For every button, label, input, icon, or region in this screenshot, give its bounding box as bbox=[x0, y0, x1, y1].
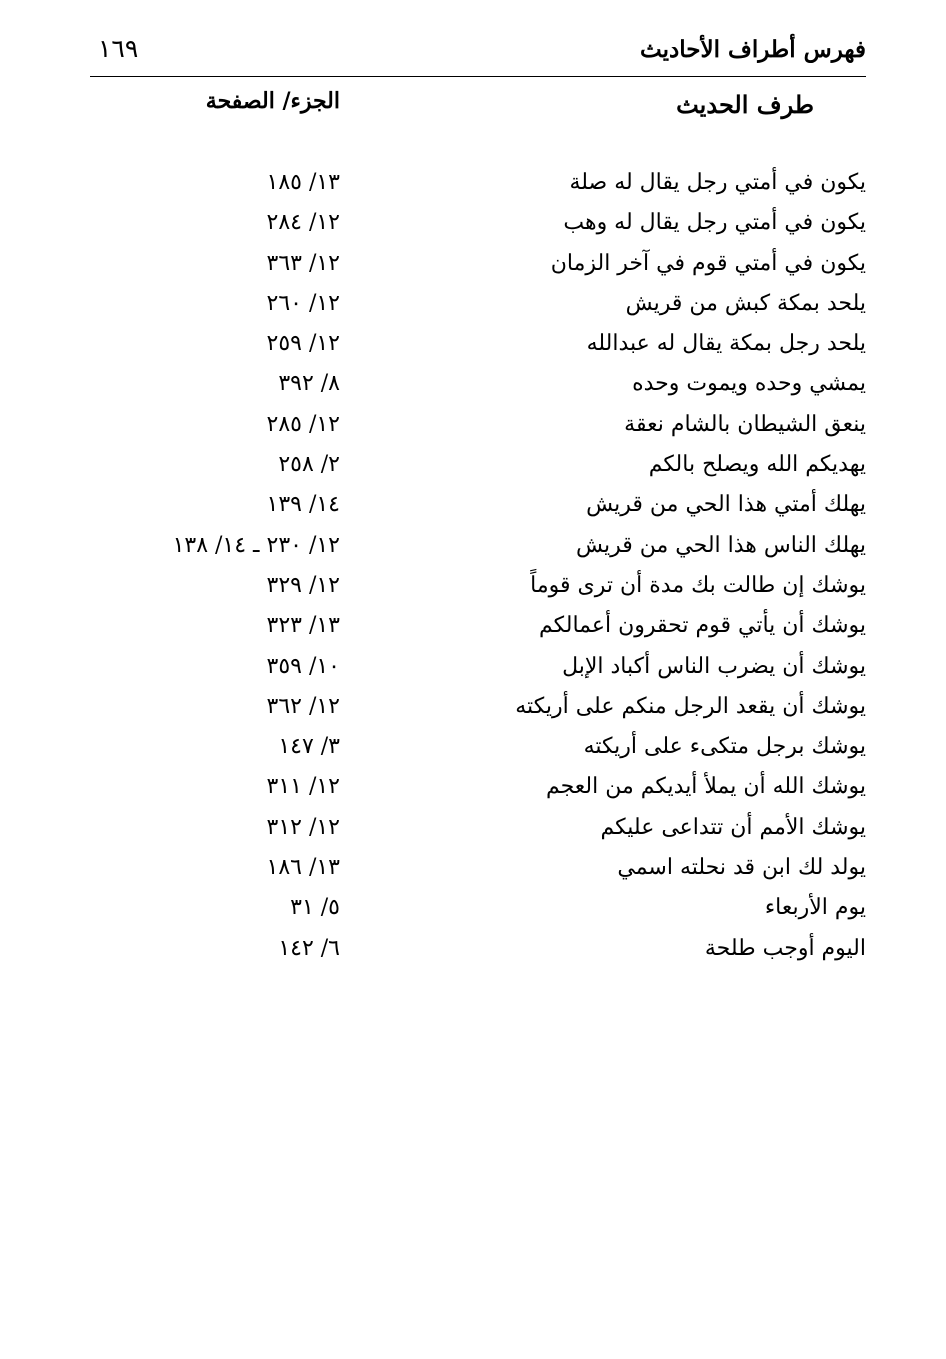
index-entry bbox=[90, 730, 866, 770]
volume-page-ref: ١٢/ ٣١١ bbox=[266, 774, 340, 800]
volume-page-ref: ١٣/ ١٨٦ bbox=[266, 855, 340, 881]
volume-page-ref: ١٢/ ٣٢٩ bbox=[266, 572, 340, 598]
volume-page-ref: ١٤/ ١٣٩ bbox=[266, 492, 340, 518]
hadith-phrase: يلحد رجل بمكة يقال له عبدالله bbox=[586, 331, 866, 357]
hadith-phrase: يوشك برجل متكىء على أريكته bbox=[583, 734, 866, 760]
index-entry bbox=[90, 770, 866, 810]
index-entry bbox=[90, 408, 866, 448]
hadith-phrase: يوشك أن يقعد الرجل منكم على أريكته bbox=[515, 693, 866, 719]
volume-page-ref: ١٢/ ٣١٢ bbox=[266, 814, 340, 840]
hadith-phrase: اليوم أوجب طلحة bbox=[704, 935, 866, 961]
volume-page-ref: ١٢/ ٢٣٠ ـ ١٤/ ١٣٨ bbox=[172, 532, 340, 558]
hadith-phrase: يولد لك ابن قد نحلته اسمي bbox=[617, 855, 866, 881]
index-entry bbox=[90, 690, 866, 730]
index-entry bbox=[90, 327, 866, 367]
running-header bbox=[90, 30, 866, 70]
column-header-reference: الجزء/ الصفحة bbox=[205, 88, 340, 114]
volume-page-ref: ١٣/ ١٨٥ bbox=[266, 170, 340, 195]
running-title: فهرس أطراف الأحاديث bbox=[640, 36, 866, 63]
volume-page-ref: ١٣/ ٣٢٣ bbox=[266, 613, 340, 639]
index-entry bbox=[90, 367, 866, 407]
index-entry bbox=[90, 287, 866, 327]
hadith-phrase: ينعق الشيطان بالشام نعقة bbox=[624, 411, 866, 437]
volume-page-ref: ١٠/ ٣٥٩ bbox=[266, 653, 340, 679]
index-entry bbox=[90, 932, 866, 972]
volume-page-ref: ١٢/ ٣٦٢ bbox=[266, 693, 340, 719]
hadith-phrase: يوشك الأمم أن تتداعى عليكم bbox=[600, 814, 866, 840]
volume-page-ref: ٢/ ٢٥٨ bbox=[278, 452, 340, 478]
hadith-phrase: يكون في أمتي قوم في آخر الزمان bbox=[550, 250, 866, 276]
index-entry bbox=[90, 529, 866, 569]
index-entry bbox=[90, 166, 866, 206]
hadith-phrase: يمشي وحده ويموت وحده bbox=[632, 371, 866, 397]
index-entry bbox=[90, 488, 866, 528]
hadith-phrase: يوم الأربعاء bbox=[764, 895, 866, 921]
hadith-phrase: يهديكم الله ويصلح بالكم bbox=[648, 452, 866, 478]
volume-page-ref: ١٢/ ٢٦٠ bbox=[266, 290, 340, 316]
volume-page-ref: ١٢/ ٢٨٥ bbox=[266, 411, 340, 437]
header-divider bbox=[90, 76, 866, 77]
volume-page-ref: ٨/ ٣٩٢ bbox=[278, 371, 340, 397]
index-entry bbox=[90, 650, 866, 690]
index-entry bbox=[90, 569, 866, 609]
hadith-phrase: يكون في أمتي رجل يقال له وهب bbox=[563, 210, 866, 236]
page-number: ١٦٩ bbox=[98, 34, 139, 63]
hadith-phrase: يوشك الله أن يملأ أيديكم من العجم bbox=[545, 774, 866, 800]
hadith-phrase: يوشك أن يأتي قوم تحقرون أعمالكم bbox=[538, 613, 866, 639]
hadith-phrase: يهلك أمتي هذا الحي من قريش bbox=[586, 492, 866, 518]
volume-page-ref: ٣/ ١٤٧ bbox=[278, 734, 340, 760]
hadith-phrase: يهلك الناس هذا الحي من قريش bbox=[575, 532, 866, 558]
column-header-hadith: طرف الحديث bbox=[676, 90, 814, 119]
volume-page-ref: ١٢/ ٣٦٣ bbox=[266, 250, 340, 276]
index-entry bbox=[90, 206, 866, 246]
hadith-phrase: يكون في أمتي رجل يقال له صلة bbox=[569, 170, 866, 195]
hadith-phrase: يلحد بمكة كبش من قريش bbox=[625, 290, 866, 316]
index-entry bbox=[90, 609, 866, 649]
hadith-phrase: يوشك أن يضرب الناس أكباد الإبل bbox=[562, 653, 866, 679]
volume-page-ref: ١٢/ ٢٥٩ bbox=[266, 331, 340, 357]
volume-page-ref: ٥/ ٣١ bbox=[290, 895, 340, 921]
index-entry bbox=[90, 448, 866, 488]
index-entry bbox=[90, 851, 866, 891]
index-entry bbox=[90, 891, 866, 931]
index-entry bbox=[90, 811, 866, 851]
hadith-phrase: يوشك إن طالت بك مدة أن ترى قوماً bbox=[530, 572, 866, 598]
index-entries bbox=[90, 166, 866, 972]
volume-page-ref: ١٢/ ٢٨٤ bbox=[266, 210, 340, 236]
volume-page-ref: ٦/ ١٤٢ bbox=[278, 935, 340, 961]
index-entry bbox=[90, 247, 866, 287]
